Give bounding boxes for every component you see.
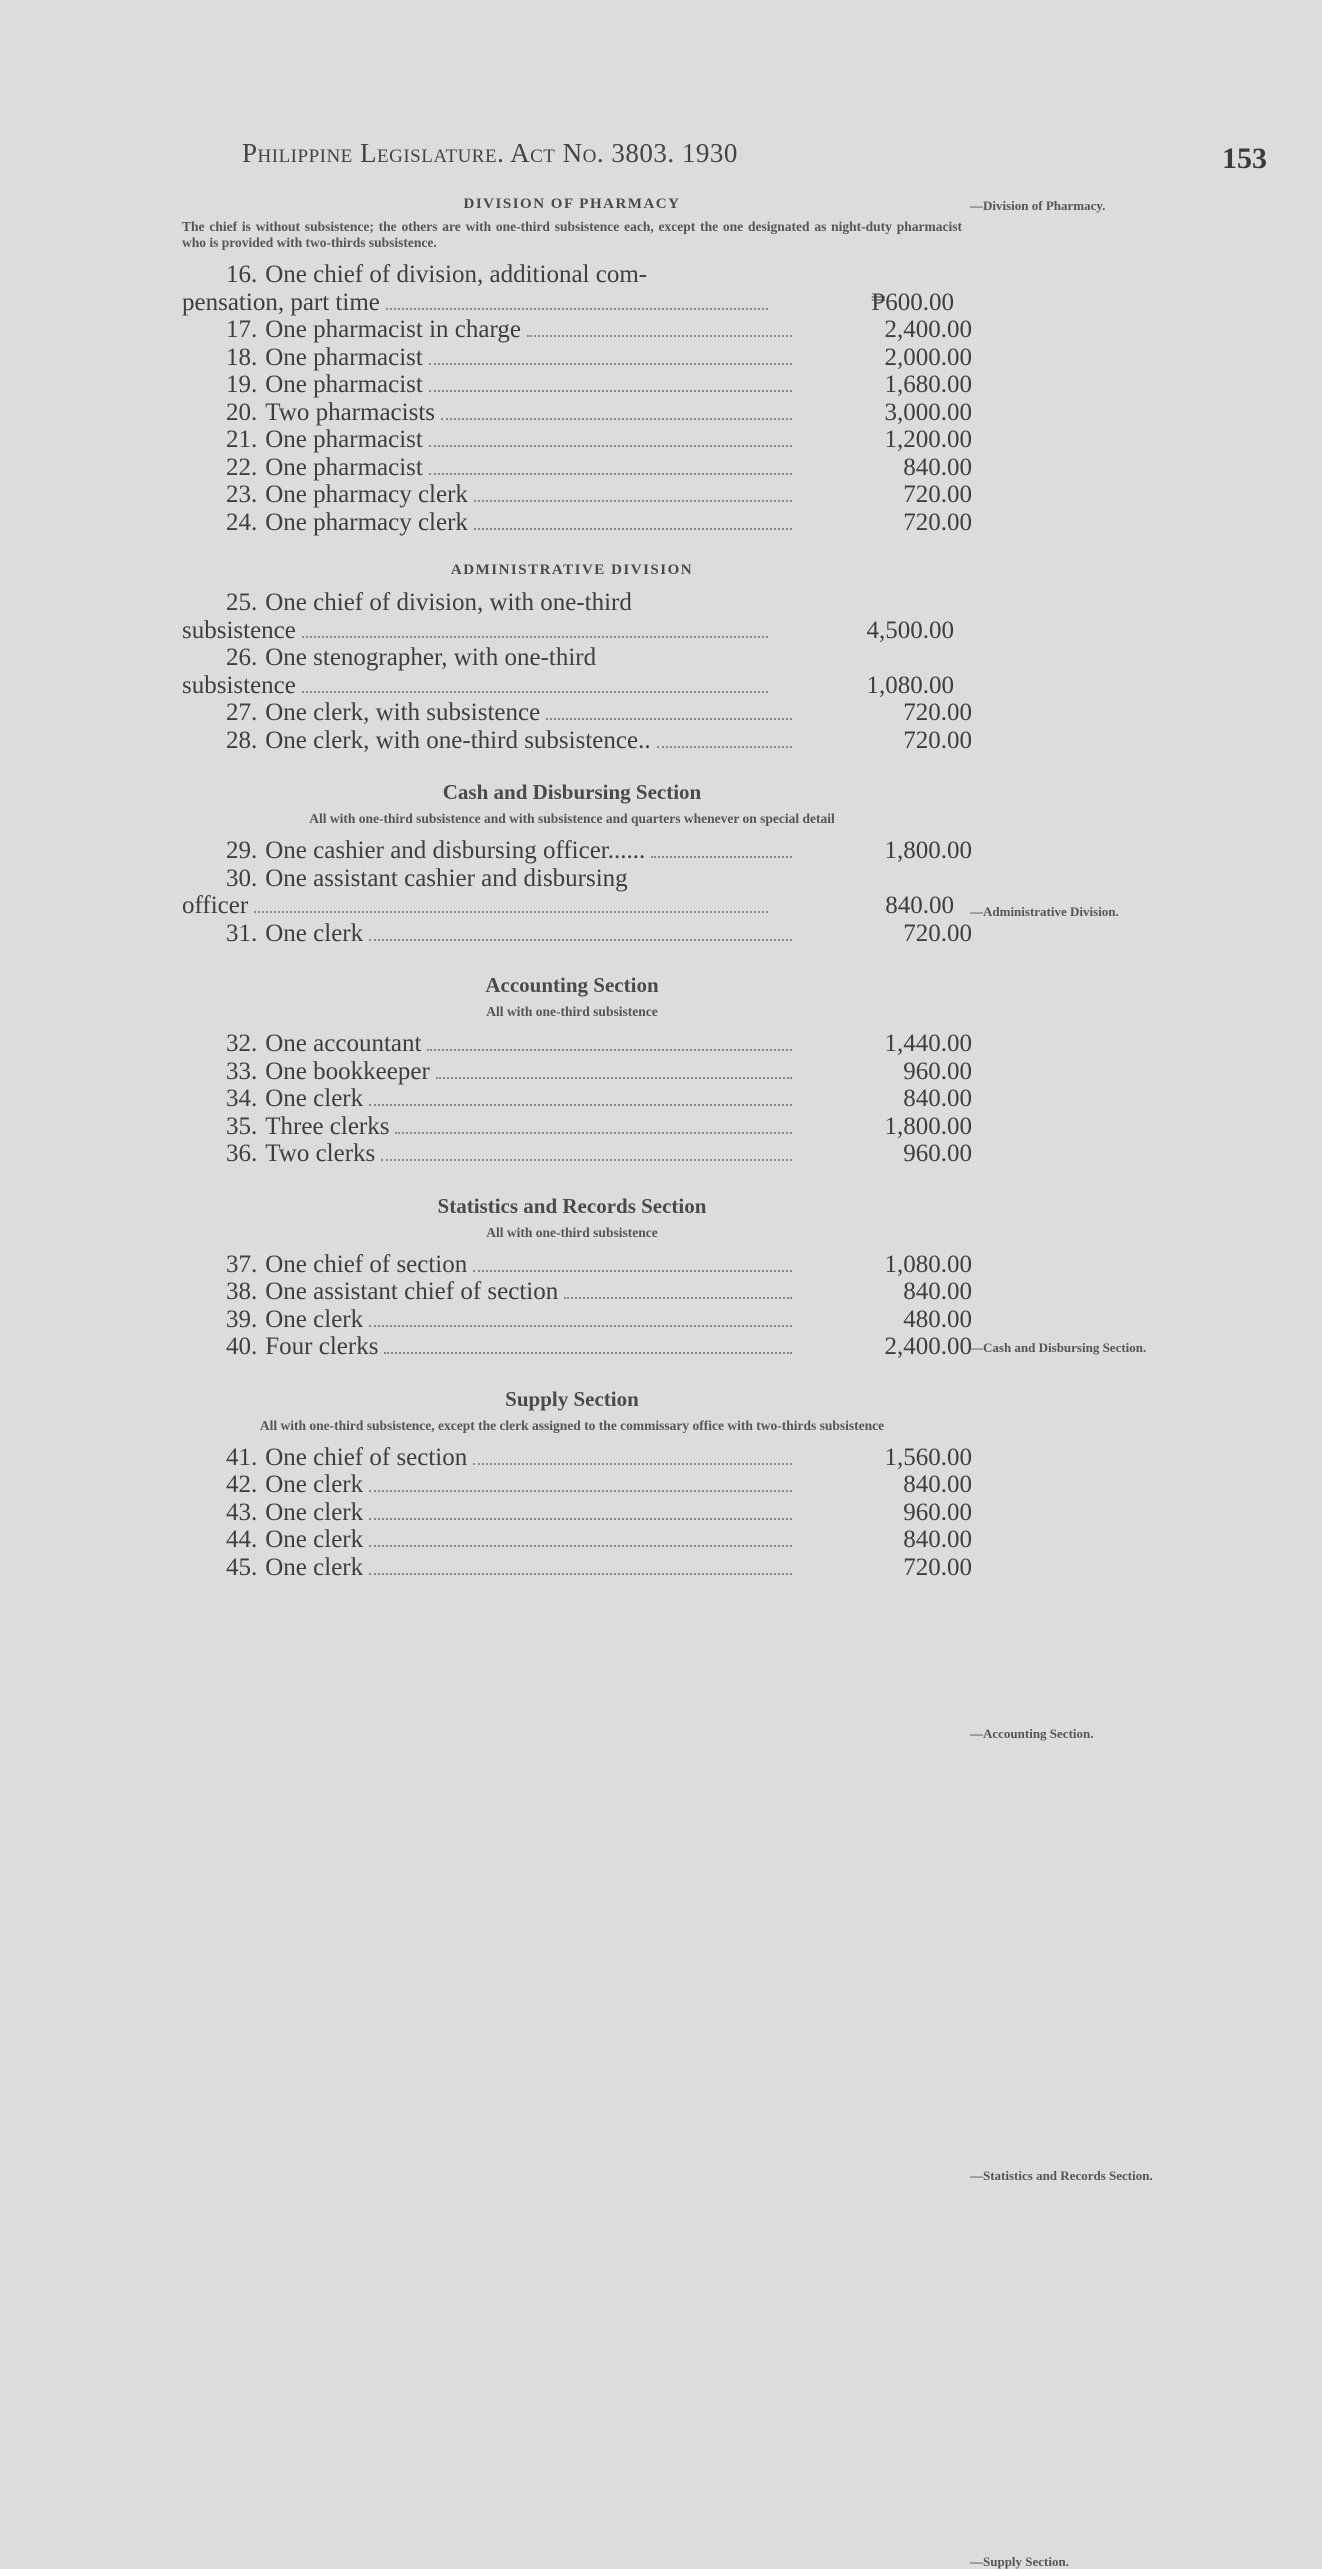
entry-description [182, 1278, 796, 1306]
entry-text [226, 344, 423, 372]
entry-amount: 720.00 [903, 726, 972, 754]
table-row [182, 1113, 972, 1141]
table-row [182, 344, 972, 372]
entry-amount: 2,400.00 [884, 1333, 972, 1360]
entry-description [182, 892, 772, 920]
entry-description [182, 617, 772, 645]
section-heading: ADMINISTRATIVE DIVISION [450, 562, 694, 578]
section-note: All with one-third subsistence [486, 1224, 658, 1240]
entry-description [182, 344, 796, 372]
section-pharmacy [182, 196, 972, 536]
entry-label: One clerk [265, 1498, 364, 1526]
leader-dots [384, 1352, 792, 1354]
section-spacer [182, 1361, 972, 1387]
entry-number: 37. [226, 1250, 258, 1278]
entry-text [226, 316, 521, 344]
leader-dots [369, 1518, 792, 1520]
leader-dots [436, 1077, 792, 1079]
entry-number: 29. [226, 837, 258, 864]
entry-number: 19. [226, 371, 258, 398]
entry-amount: 840.00 [903, 1526, 972, 1553]
entry-label: One pharmacist in charge [265, 316, 521, 343]
entry-description [182, 289, 772, 317]
margin-note-pharmacy: —Division of Pharmacy. [970, 198, 1106, 213]
entry-description [182, 644, 796, 672]
running-title: Philippine Legislature. Act No. 3803. 1930 [242, 138, 738, 168]
entry-description [182, 589, 796, 617]
appropriation-list [182, 196, 972, 1581]
entry-text [226, 426, 423, 454]
entry-label: Three clerks [265, 1112, 390, 1140]
table-row [182, 1085, 972, 1113]
section-note: All with one-third subsistence [486, 1004, 658, 1019]
entry-list [182, 1444, 972, 1582]
entry-description [182, 672, 772, 700]
leader-dots [254, 911, 768, 913]
table-row [182, 644, 972, 672]
entry-description [182, 316, 796, 344]
leader-dots [381, 1159, 792, 1161]
entry-description [182, 426, 796, 454]
entry-text [226, 481, 468, 509]
section-heading: Accounting Section [485, 973, 659, 997]
entry-amount: 1,200.00 [884, 426, 972, 453]
entry-description [182, 1251, 796, 1279]
entry-text [226, 1140, 375, 1168]
table-row [182, 1471, 972, 1499]
leader-dots [369, 1325, 792, 1327]
leader-dots [651, 856, 792, 858]
entry-amount: 4,500.00 [866, 616, 954, 644]
entry-number: 33. [226, 1057, 258, 1085]
entry-number: 27. [226, 699, 258, 726]
entry-description [182, 1471, 796, 1499]
entry-number: 24. [226, 508, 258, 536]
entry-description [182, 1140, 796, 1168]
entry-label: One pharmacy clerk [265, 481, 468, 508]
entry-description [182, 1113, 796, 1141]
entry-description [182, 1526, 796, 1554]
leader-dots [657, 746, 793, 748]
entry-number: 32. [226, 1030, 258, 1057]
entry-description [182, 1499, 796, 1527]
section-heading: Supply Section [505, 1386, 639, 1411]
entry-number: 45. [226, 1553, 258, 1581]
table-row [182, 865, 972, 893]
entry-amount: 1,080.00 [884, 1250, 972, 1278]
leader-dots [302, 691, 768, 693]
entry-label: One chief of section [265, 1443, 468, 1471]
entry-label: One clerk, with one-third subsistence.. [265, 726, 651, 754]
entry-text [226, 1471, 363, 1499]
entry-description [182, 1333, 796, 1361]
table-row [182, 1554, 972, 1582]
entry-text [226, 837, 645, 865]
entry-text [226, 920, 363, 948]
entry-list [182, 837, 972, 947]
leader-dots [369, 1573, 792, 1575]
section-heading: DIVISION OF PHARMACY [463, 196, 681, 212]
leader-dots [441, 418, 792, 420]
entry-text [226, 699, 540, 727]
entry-amount: 2,000.00 [884, 343, 972, 371]
table-row [182, 892, 972, 920]
entry-description [182, 699, 796, 727]
section-heading: Statistics and Records Section [437, 1193, 707, 1218]
entry-label: One clerk [265, 1085, 364, 1112]
entry-amount: 1,080.00 [866, 671, 954, 699]
entry-list [182, 589, 972, 754]
entry-amount: 480.00 [903, 1305, 972, 1333]
section-supply [182, 1361, 972, 1582]
entry-text [182, 617, 296, 645]
entry-amount: 720.00 [903, 699, 972, 726]
entry-amount: 1,800.00 [884, 837, 972, 864]
entry-description [182, 727, 796, 755]
table-row [182, 1306, 972, 1334]
leader-dots [386, 308, 768, 310]
entry-label: officer [182, 892, 249, 919]
entry-text [226, 1333, 378, 1361]
entry-label: Two clerks [265, 1140, 376, 1167]
leader-dots [369, 1104, 792, 1106]
leader-dots [429, 390, 792, 392]
leader-dots [429, 473, 792, 475]
entry-description [182, 454, 796, 482]
entry-number: 35. [226, 1112, 258, 1140]
entry-text [226, 589, 632, 617]
entry-label: subsistence [182, 616, 296, 644]
table-row [182, 727, 972, 755]
leader-dots [369, 1545, 792, 1547]
entry-description [182, 1554, 796, 1582]
leader-dots [429, 363, 792, 365]
entry-amount: 720.00 [903, 508, 972, 536]
table-row [182, 1140, 972, 1168]
entry-description [182, 1085, 796, 1113]
entry-amount: 960.00 [903, 1140, 972, 1167]
section-statistics [182, 1168, 972, 1361]
margin-note-cash: —Cash and Disbursing Section. [970, 1340, 1147, 1355]
entry-amount: 840.00 [903, 1085, 972, 1112]
entry-list [182, 1251, 972, 1361]
margin-note-supply: —Supply Section. [970, 2554, 1069, 2569]
entry-number: 23. [226, 481, 258, 508]
entry-text [182, 672, 296, 700]
table-row [182, 1058, 972, 1086]
table-row [182, 289, 972, 317]
entry-number: 22. [226, 453, 258, 481]
entry-text [226, 454, 423, 482]
entry-label: One bookkeeper [265, 1057, 430, 1085]
entry-amount: 840.00 [903, 1471, 972, 1498]
section-spacer [182, 536, 972, 562]
entry-label: One pharmacy clerk [265, 508, 468, 536]
entry-description [182, 481, 796, 509]
leader-dots [369, 939, 792, 941]
entry-text [226, 1113, 389, 1141]
leader-dots [395, 1132, 792, 1134]
entry-number: 21. [226, 426, 258, 453]
entry-text [226, 261, 647, 289]
entry-label: Two pharmacists [265, 398, 435, 426]
table-row [182, 481, 972, 509]
entry-description [182, 1058, 796, 1086]
entry-label: One accountant [265, 1030, 422, 1057]
entry-number: 39. [226, 1305, 258, 1333]
section-administrative [182, 536, 972, 754]
entry-label: One cashier and disbursing officer...... [265, 837, 646, 864]
entry-number: 38. [226, 1278, 258, 1305]
leader-dots [429, 445, 792, 447]
table-row [182, 699, 972, 727]
leader-dots [564, 1297, 792, 1299]
entry-text [226, 1251, 467, 1279]
entry-amount: 1,800.00 [884, 1112, 972, 1140]
entry-amount: 1,560.00 [884, 1443, 972, 1471]
entry-description [182, 261, 796, 289]
entry-number: 26. [226, 644, 258, 671]
entry-text [226, 1554, 363, 1582]
entry-description [182, 509, 796, 537]
section-spacer [182, 1168, 972, 1194]
entry-number: 17. [226, 316, 258, 343]
entry-text [226, 509, 468, 537]
entry-number: 40. [226, 1333, 258, 1360]
margin-note-accounting: —Accounting Section. [970, 1726, 1094, 1741]
entry-amount: 840.00 [885, 892, 954, 919]
entry-text [226, 1444, 467, 1472]
entry-description [182, 1306, 796, 1334]
entry-text [226, 1526, 363, 1554]
section-note: The chief is without subsistence; the others are with one-third subsistence each, except the one designated as night-duty pharmacist who is provided with two-thirds subsistence. [182, 219, 962, 250]
entry-text [226, 727, 651, 755]
entry-label: One clerk [265, 919, 364, 947]
entry-number: 31. [226, 919, 258, 947]
leader-dots [427, 1049, 792, 1051]
entry-label: One clerk [265, 1526, 364, 1553]
entry-number: 36. [226, 1140, 258, 1167]
section-spacer [182, 947, 972, 973]
entry-text [226, 1499, 363, 1527]
entry-description [182, 1030, 796, 1058]
leader-dots [474, 528, 792, 530]
entry-number: 20. [226, 398, 258, 426]
entry-amount: ₱600.00 [871, 288, 954, 316]
leader-dots [474, 500, 792, 502]
table-row [182, 399, 972, 427]
entry-amount: 960.00 [903, 1057, 972, 1085]
entry-text [182, 289, 380, 317]
entry-label: pensation, part time [182, 288, 380, 316]
table-row [182, 371, 972, 399]
table-row [182, 261, 972, 289]
entry-amount: 2,400.00 [884, 316, 972, 343]
entry-text [226, 371, 423, 399]
entry-description [182, 1444, 796, 1472]
entry-text [226, 1306, 363, 1334]
entry-amount: 960.00 [903, 1498, 972, 1526]
table-row [182, 672, 972, 700]
entry-number: 30. [226, 864, 258, 892]
entry-description [182, 399, 796, 427]
section-cash [182, 754, 972, 947]
entry-amount: 720.00 [903, 919, 972, 947]
leader-dots [302, 636, 768, 638]
entry-label: One stenographer, with one-third [265, 644, 597, 671]
entry-label: One chief of section [265, 1250, 468, 1278]
section-accounting [182, 947, 972, 1168]
entry-amount: 1,680.00 [884, 371, 972, 398]
table-row [182, 426, 972, 454]
table-row [182, 454, 972, 482]
table-row [182, 1333, 972, 1361]
entry-description [182, 920, 796, 948]
table-row [182, 1526, 972, 1554]
entry-number: 41. [226, 1443, 258, 1471]
entry-label: One clerk, with subsistence [265, 699, 541, 726]
table-row [182, 316, 972, 344]
table-row [182, 509, 972, 537]
section-note: All with one-third subsistence, except the clerk assigned to the commissary office with two-thirds subsistence [259, 1417, 885, 1433]
entry-text [226, 644, 596, 672]
table-row [182, 589, 972, 617]
leader-dots [546, 718, 792, 720]
table-row [182, 920, 972, 948]
entry-amount: 720.00 [903, 1553, 972, 1581]
table-row [182, 1030, 972, 1058]
entry-amount: 840.00 [903, 453, 972, 481]
entry-label: One chief of division, with one-third [265, 589, 632, 616]
leader-dots [473, 1270, 792, 1272]
entry-number: 18. [226, 343, 258, 371]
leader-dots [473, 1463, 792, 1465]
entry-label: One pharmacist [265, 426, 423, 453]
entry-number: 42. [226, 1471, 258, 1498]
entry-amount: 720.00 [903, 481, 972, 508]
entry-list [182, 261, 972, 536]
section-note: All with one-third subsistence and with subsistence and quarters whenever on special detail [309, 811, 835, 826]
table-row [182, 1444, 972, 1472]
entry-amount: 840.00 [903, 1278, 972, 1305]
entry-label: One pharmacist [265, 371, 423, 398]
entry-number: 44. [226, 1526, 258, 1553]
entry-text [182, 892, 248, 920]
entry-text [226, 1085, 363, 1113]
entry-label: One clerk [265, 1471, 364, 1498]
entry-label: One clerk [265, 1305, 364, 1333]
leader-dots [527, 335, 792, 337]
entry-text [226, 1278, 558, 1306]
entry-number: 43. [226, 1498, 258, 1526]
entry-text [226, 865, 628, 893]
entry-amount: 1,440.00 [884, 1030, 972, 1057]
entry-number: 34. [226, 1085, 258, 1112]
entry-list [182, 1030, 972, 1168]
entry-label: Four clerks [265, 1333, 379, 1360]
leader-dots [369, 1490, 792, 1492]
entry-text [226, 399, 435, 427]
entry-text [226, 1030, 421, 1058]
entry-text [226, 1058, 430, 1086]
entry-number: 28. [226, 726, 258, 754]
entry-label: One pharmacist [265, 343, 423, 371]
margin-note-administrative: —Administrative Division. [970, 904, 1119, 919]
table-row [182, 837, 972, 865]
entry-number: 25. [226, 589, 258, 616]
entry-number: 16. [226, 261, 258, 288]
table-row [182, 1278, 972, 1306]
page-number: 153 [1222, 142, 1267, 175]
entry-amount: 3,000.00 [884, 398, 972, 426]
entry-description [182, 371, 796, 399]
table-row [182, 1251, 972, 1279]
section-heading: Cash and Disbursing Section [442, 780, 702, 804]
margin-note-statistics: —Statistics and Records Section. [970, 2168, 1153, 2183]
section-spacer [182, 754, 972, 780]
table-row [182, 617, 972, 645]
entry-label: One assistant cashier and disbursing [265, 864, 628, 892]
entry-description [182, 865, 796, 893]
entry-label: One pharmacist [265, 453, 423, 481]
entry-description [182, 837, 796, 865]
entry-label: subsistence [182, 671, 296, 699]
entry-label: One clerk [265, 1553, 364, 1581]
entry-label: One chief of division, additional com- [265, 261, 648, 288]
table-row [182, 1499, 972, 1527]
entry-label: One assistant chief of section [265, 1278, 559, 1305]
